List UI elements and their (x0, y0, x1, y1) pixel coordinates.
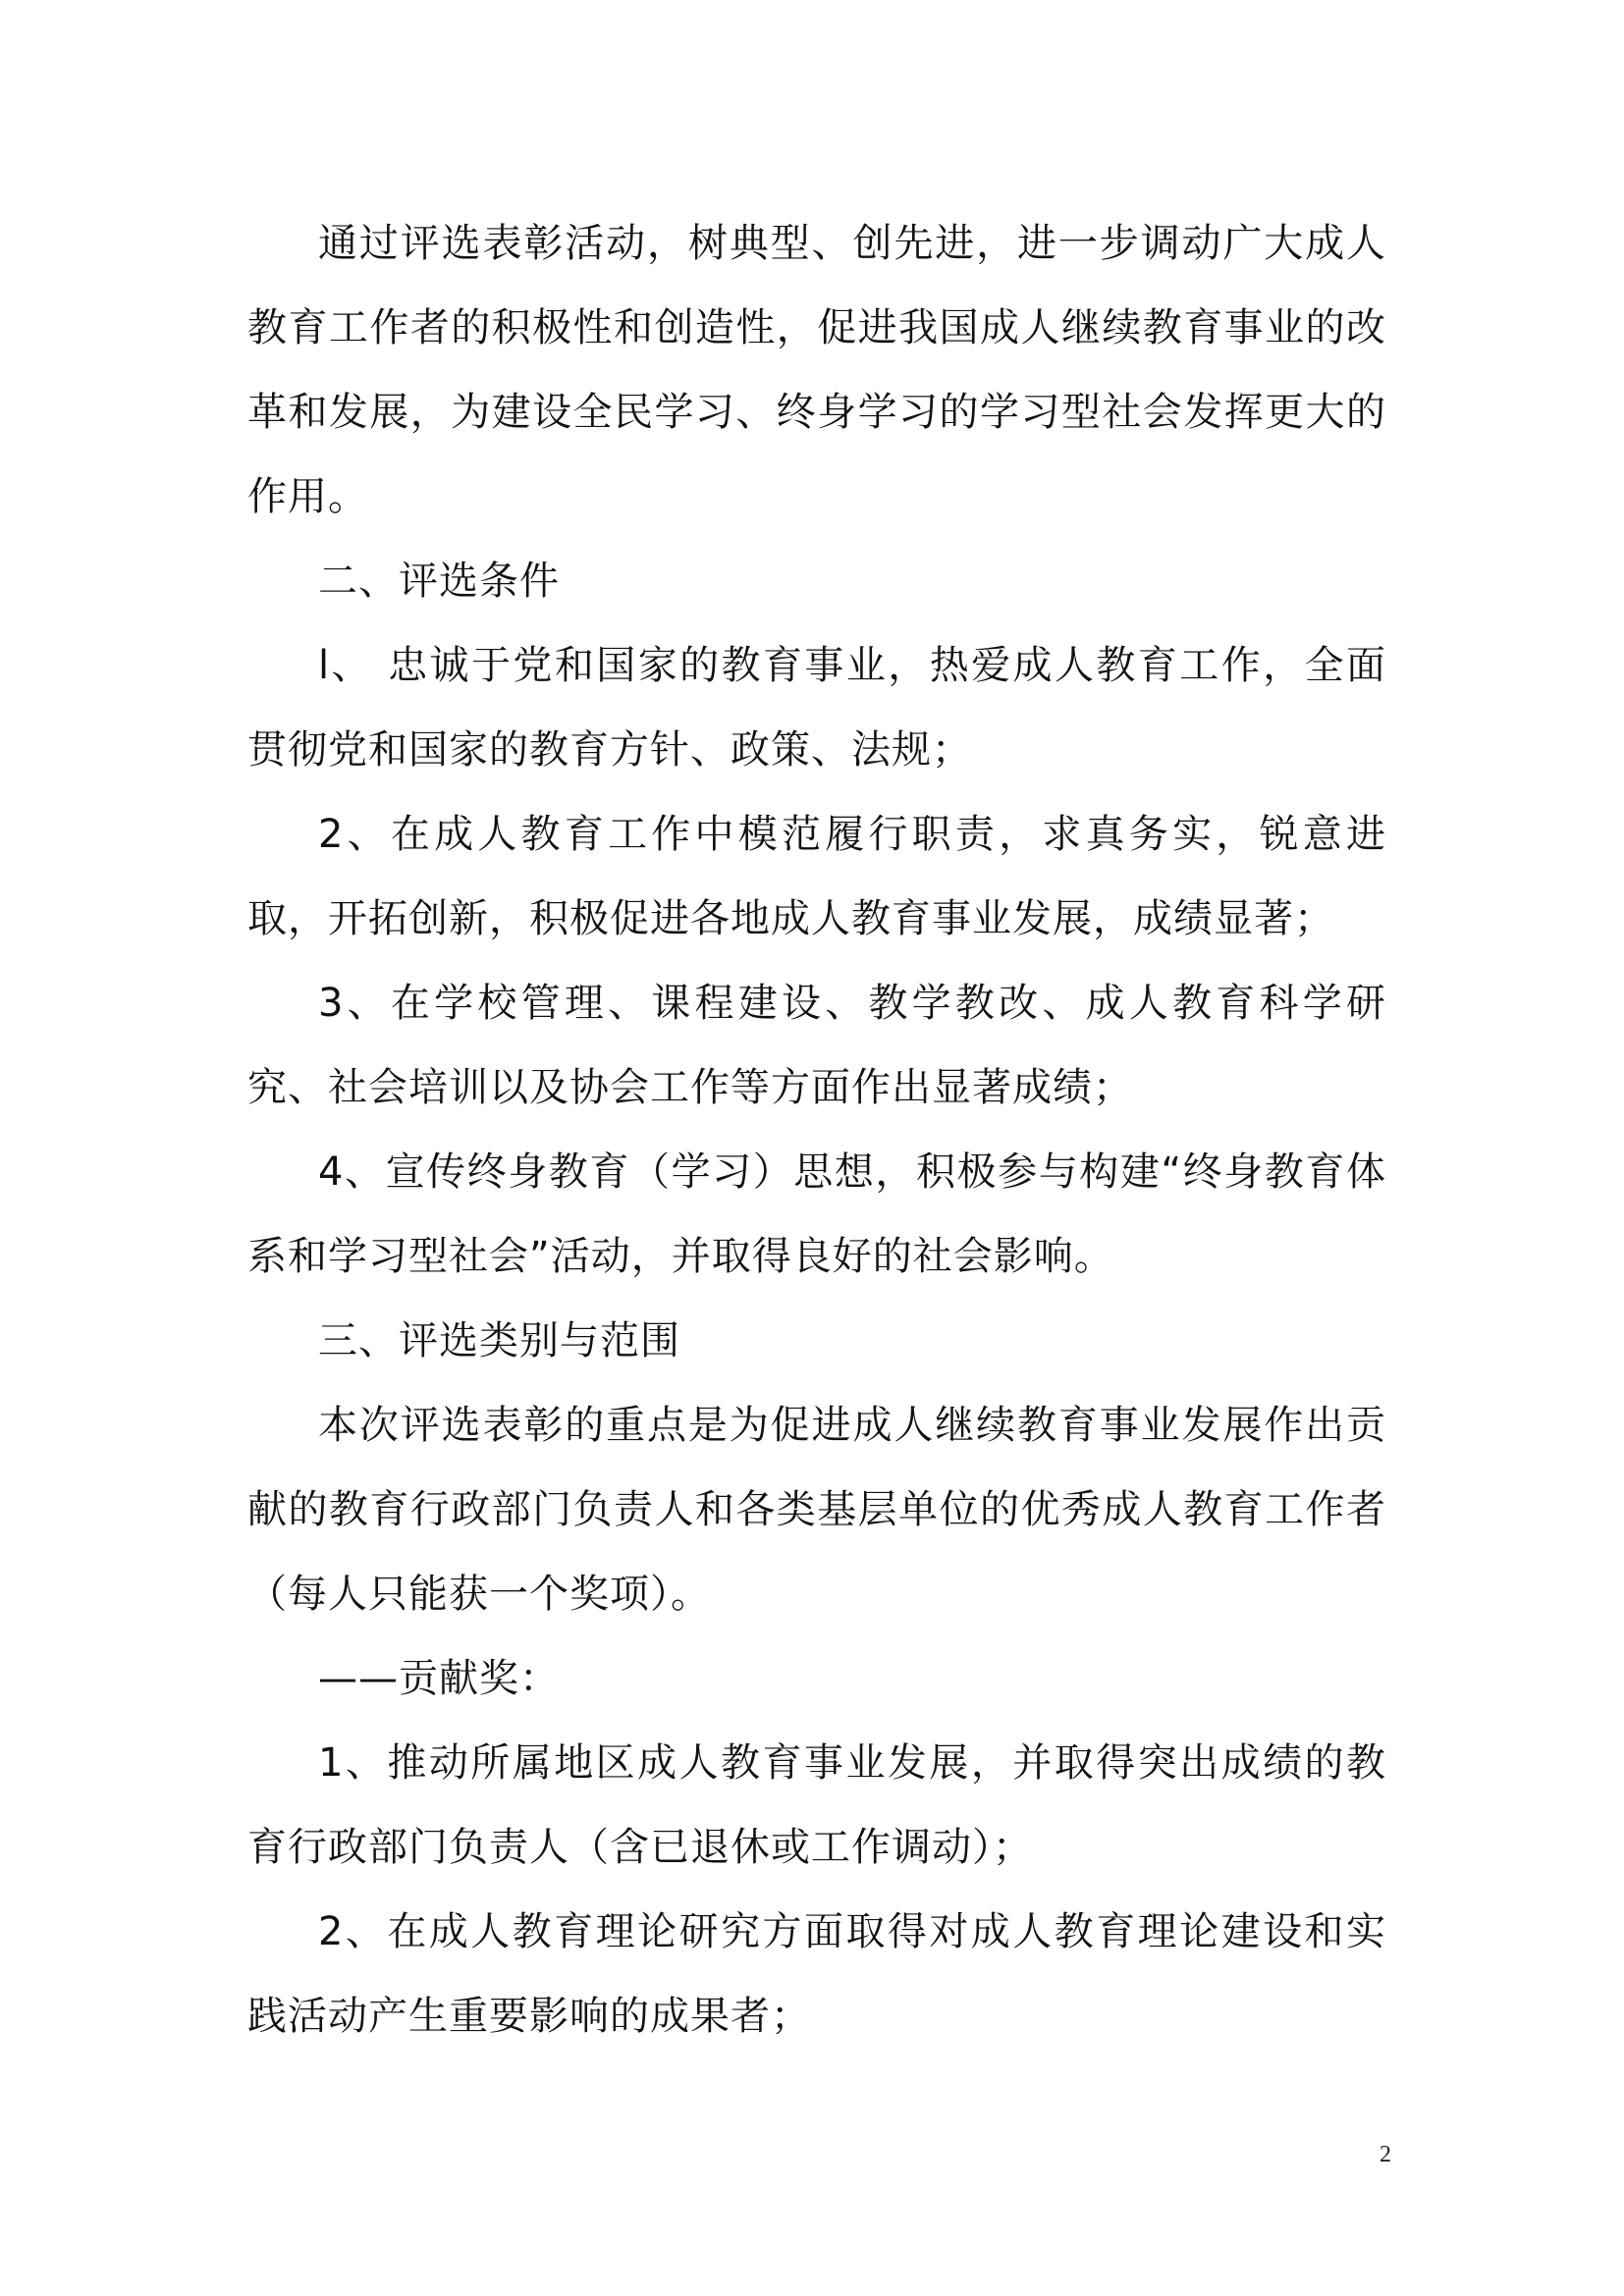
categories-paragraph: 本次评选表彰的重点是为促进成人继续教育事业发展作出贡献的教育行政部门负责人和各类基层单位的优秀成人教育工作者（每人只能获一个奖项）。 (247, 1403, 1386, 1617)
criteria-item-3: 3、在学校管理、课程建设、教学教改、成人教育科学研究、社会培训以及协会工作等方面作出显著成绩； (247, 981, 1386, 1110)
page-number: 2 (1380, 2142, 1391, 2167)
document-body (247, 201, 1386, 2058)
award-item-2: 2、在成人教育理论研究方面取得对成人教育理论建设和实践活动产生重要影响的成果者； (247, 1909, 1386, 2039)
section-heading-criteria: 二、评选条件 (318, 559, 560, 604)
award-item-1: 1、推动所属地区成人教育事业发展，并取得突出成绩的教育行政部门负责人（含已退休或工作调动）； (247, 1740, 1386, 1870)
criteria-item-2: 2、在成人教育工作中模范履行职责，求真务实，锐意进取，开拓创新，积极促进各地成人教育事业发展，成绩显著； (247, 812, 1386, 941)
section-heading-categories: 三、评选类别与范围 (318, 1318, 680, 1363)
intro-paragraph: 通过评选表彰活动，树典型、创先进，进一步调动广大成人教育工作者的积极性和创造性，促进我国成人继续教育事业的改革和发展，为建设全民学习、终身学习的学习型社会发挥更大的作用。 (247, 221, 1386, 519)
criteria-item-1: l、 忠诚于党和国家的教育事业，热爱成人教育工作，全面贯彻党和国家的教育方针、政策、法规； (247, 643, 1386, 773)
criteria-item-4: 4、宣传终身教育（学习）思想，积极参与构建“终身教育体系和学习型社会”活动，并取得良好的社会影响。 (247, 1149, 1386, 1279)
contribution-award-heading: ——贡献奖： (318, 1656, 560, 1701)
